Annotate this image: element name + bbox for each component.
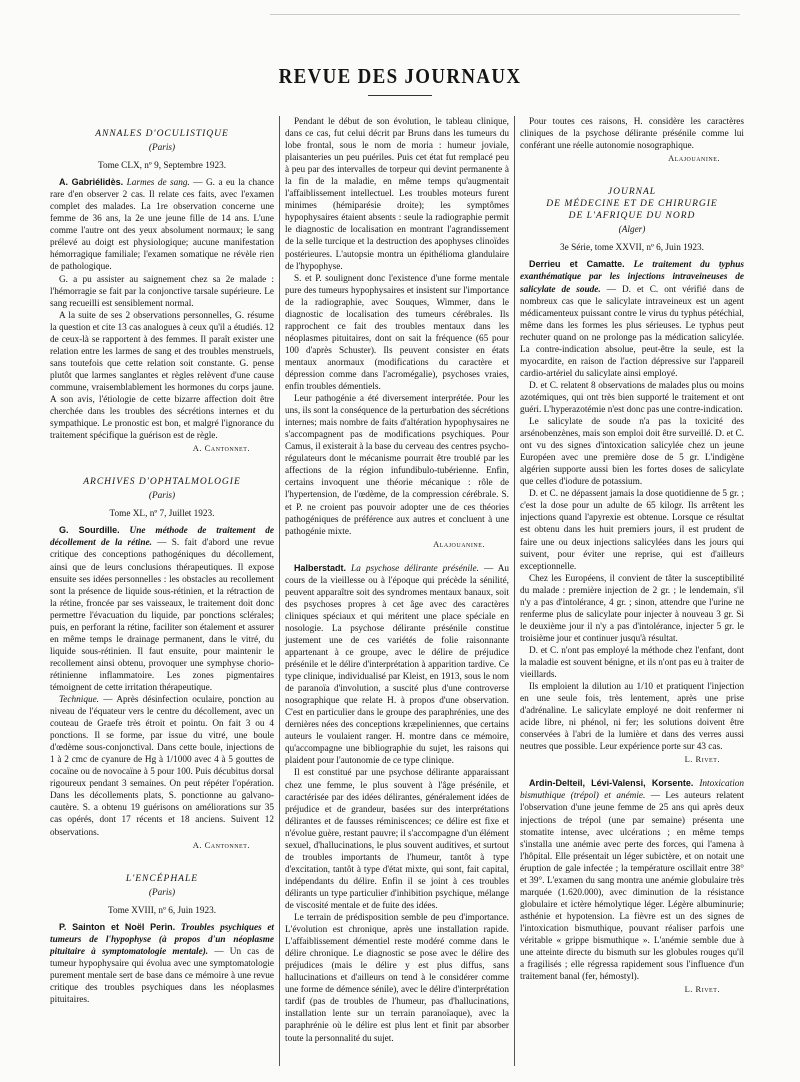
article [520,777,744,983]
column-right [520,116,744,995]
article-paragraph: Le terrain de prédisposition semble de peu d'importance. L'évolution est chronique, après une installation rapide. L'affaiblissement démentiel reste modéré comme dans le délire chronique. Le diagnostic se pose avec le délire des préjudices (mais le délire y est plus diffus, sans hallucinations et d'ailleurs on tend à le considérer comme une forme de démence sénile), avec le délire d'interprétation tardif (pas de troubles de l'humeur, pas d'hallucinations, installation lente sur un terrain paranoïaque), avec la paraphrénie où le délire est plus lent et finit par absorber toute la personnalité du sujet. [285,913,509,1044]
article-text: — Au cours de la vieillesse ou à l'époque qui précède la sénilité, peuvent apparaître soit des syndromes mentaux banaux, soit des psychoses propres à cet âge avec des caractères cliniques spéciaux et qui méritent une place spéciale en nosologie. La psychose délirante présénile constitue justement une de ces variétés de folie raisonnante appartenant à ce groupe, avec le délire de préjudice présénile et le délire d'interprétation à apparition tardive. Ce type clinique, individualisé par Kleist, en 1913, sous le nom de paranoïa d'involution, a suscité plus d'une controverse nosographique que relate H. à propos d'une observation. C'est en particulier dans le groupe des paraphrénies, une des dernières nées des conceptions kræpeliniennes, que certains auteurs le voulaient ranger. H. montre dans ce mémoire, qu'accompagne une bibliographie du sujet, les raisons qui plaident pour l'autonomie de ce type clinique. [285,563,510,767]
section-title: JOURNAL [607,187,657,198]
article-paragraph: Leur pathogénie a été diversement interprétée. Pour les uns, ils sont la conséquence de la perturbation des sécrétions internes; mais nombre de faits d'altération hypophysaires ne s'accompagnent pas de modifications psychiques. Pour Camus, il existerait à la base du cerveau des centres psycho-régulateurs dont le mécanisme pourrait être troublé par les affections de la région infundibulo-tubérienne. Enfin, certains invoquent une théorie mécanique : rôle de l'hypertension, de l'œdème, de la compression cérébrale. S. et P. ne croient pas pouvoir adopter une de ces théories pathogéniques de préférence aux autres et concluent à une pathogénie mixte. [285,394,509,537]
signature: L. Rivet. [684,754,720,765]
article-author: A. Gabriélidès. [59,177,124,188]
article-author: Ardin-Delteil, Lévi-Valensi, Korsente. [529,778,694,789]
article-paragraph: Chez les Européens, il convient de tâter la susceptibilité du malade : première injection de 2 gr. ; le lendemain, s'il n'y a pas d'intolérance, 4 gr. ; sinon, attendre que l'urine ne renferme plus de salicylate pour injecter à nouveau 3 gr. Si le deuxième jour il n'y a pas d'intolérance, injecter 5 gr. le troisième jour et continuer jusqu'à résultat. [520,573,744,644]
article-author: Halberstadt. [294,562,347,573]
article-paragraph: D. et C. ne dépassent jamais la dose quotidienne de 5 gr. ; c'est la dose pour un adulte de 65 kilogr. Ils arrêtent les injections quand l'apyrexie est obtenue. Lorsque ce résultat est obtenu dans les huit premiers jours, il est prudent de faire une ou deux injections salicylées dans les jours qui suivent, pour éviter une reprise, qui est d'ailleurs exceptionnelle. [520,489,744,572]
article [50,524,274,694]
signature: L. Rivet. [684,984,720,995]
page-title: REVUE DES JOURNAUX [278,64,522,88]
article-paragraph: G. a pu assister au saignement chez sa 2e malade : l'hémorragie se fait par la conjonctive tarsale supérieure. Le sang recueilli est sensiblement normal. [50,274,274,309]
article-title: Larmes de sang. [126,178,190,189]
article-paragraph: A la suite de ses 2 observations personnelles, G. résume la question et cite 13 cas analogues à ceux qu'il a étudiés. 12 de ceux-là se rapportent à des femmes. Il paraît exister une relation entre les larmes de sang et des troubles menstruels, sans toutefois que cette relation soit constante. G. pense plutôt que larmes sanglantes et règles relèvent d'une cause commune, vraisemblablement les hormones du corps jaune. A son avis, l'étiologie de cette bizarre affection doit être cherchée dans les troubles des sécrétions internes et du sympathique. Le pronostic est bon, et malgré l'ignorance du traitement spécifique la guérison est de règle. [50,310,274,442]
column-divider [279,116,280,1066]
issue-line: 3e Série, tome XXVII, nº 6, Juin 1923. [560,243,704,254]
section-place: (Paris) [148,491,176,502]
article-author: G. Sourdille. [59,525,120,536]
signature: A. Cantonnet. [192,443,250,454]
article-author: Derrieu et Camatte. [529,259,625,270]
article-paragraph: D. et C. n'ont pas employé la méthode chez l'enfant, dont la maladie est souvent bénigne, et ils n'ont pas eu à traiter de vieillards. [520,645,744,681]
signature: Alajouanine. [668,153,720,164]
article [50,921,274,1006]
section-place: (Paris) [148,143,176,154]
article-text: — G. a eu la chance rare d'en observer 2 cas. Il relate ces faits, avec l'examen complet des malades. La 1re observation concerne une femme de 36 ans, la 2e une jeune fille de 14 ans. L'une comme l'autre ont des yeux absolument normaux; le sang prélevé au doigt est physiologique; aucune manifestation hémorragique familiale; l'examen somatique ne révèle rien de pathologique. [50,178,275,273]
article-title: Intoxication bismuthique (trépol) et anémie. [520,779,745,802]
article [50,176,274,273]
column-divider [514,116,515,1066]
page-header-strip [270,14,740,21]
article-title: La psychose délirante présénile. [351,563,479,574]
article-text: — S. fait d'abord une revue critique des conceptions pathogéniques du décollement, ainsi que de leurs conclusions thérapeutiques. Il expose ensuite ses idées personnelles : les obstacles au recollement sont la présence de liquide sous-rétinien, et la rétraction de la rétine, froncée par ses vaisseaux, le traitement doit donc permettre l'évacuation du liquide, par ponctions sclérales; puis, en perforant la rétine, faciliter son étalement et assurer en même temps le drainage permanent, dans le vitré, du liquide sous-rétinien. Il faut ensuite, pour maintenir le recollement ainsi obtenu, provoquer une symphyse chorio-rétinienne inflammatoire. Les zones pigmentaires témoignent de cette irritation thérapeutique. [50,538,274,693]
section-title: ANNALES D'OCULISTIQUE [95,129,229,139]
section-title: DE L'AFRIQUE DU NORD [568,211,696,222]
article-title: Troubles psychiques et tumeurs de l'hypophyse (à propos d'un néoplasme pituitaire à symptomatologie mentale). [50,922,275,957]
issue-line: Tome XVIII, nº 6, Juin 1923. [107,905,217,916]
section-title: DE MÉDECINE ET DE CHIRURGIE [546,199,718,210]
article-paragraph: Il est constitué par une psychose délirante apparaissant chez une femme, le plus souvent à l'âge présénile, et caractérisée par des idées délirantes, généralement idées de préjudice et de grandeur, basées sur des interprétations délirantes et de fausses réminiscences; ce délire est fixe et n'évolue guère, restant pauvre; il s'accompagne d'un élément sexuel, d'hallucinations, le plus souvent auditives, et surtout de troubles importants de l'humeur, tantôt à type d'excitation, tantôt à type d'état mixte, qui sont, fait capital, indépendants du délire. Enfin il se joint à ces troubles délirants un type particulier d'inhibition psychique, mélange de viscosité mentale et de fuite des idées. [285,768,509,911]
section-place: (Paris) [148,887,176,898]
article-author: P. Sainton et Noël Perin. [59,921,176,932]
article [285,562,509,768]
article-text: — D. et C. ont vérifié dans de nombreux cas que le salicylate intraveineux est un agent médicamenteux puissant contre le virus du typhus pétéchial, même dans les formes les plus sérieuses. Le typhus peut rechuter quand on ne prolonge pas la médication salicylée. La contre-indication absolue, peut-être la seule, est la myocardite, en raison de l'action dépressive sur l'appareil cardio-artériel du salicylate ainsi employé. [520,284,745,379]
issue-line: Tome XL, nº 7, Juillet 1923. [109,509,215,520]
section-place: (Alger) [618,225,646,236]
article [520,258,744,379]
issue-line: Tome CLX, nº 9, Septembre 1923. [97,161,227,172]
article-text: — Un cas de tumeur hypophysaire qui évolua avec une symptomatologie purement mentale sert de base dans ce mémoire à une revue critique des troubles psychiques dans les néoplasmes pituitaires. [50,946,274,1006]
article-title: Le traitement du typhus exanthématique par les injections intraveineuses de salicylate de soude. [520,260,745,295]
article-title: Une méthode de traitement de décollement de la rétine. [50,526,274,549]
article-paragraph: Le salicylate de soude n'a pas la toxicité des arsénobenzènes, mais son emploi doit être surveillé. D. et C. ont vu des signes d'intoxication salicylée chez un jeune Européen avec une première dose de 5 gr. L'indigène algérien supporte aussi bien les fortes doses de salicylate que celles d'iodure de potassium. [520,417,744,488]
article-paragraph: Technique. — Après désinfection oculaire, ponction au niveau de l'équateur vers le centre du décollement, avec un couteau de Graefe très étroit et pointu. On fait 3 ou 4 ponctions. Il se forme, par issue du vitré, une boule d'œdème sous-conjonctival. Dans cette boule, injections de 1 à 2 cmc de cyanure de Hg à 1/1000 avec 4 à 5 gouttes de cocaïne ou de novocaïne à 5 pour 100. Puis décubitus dorsal rigoureux pendant 3 semaines. On peut répéter l'opération. Dans les décollements plats, S. ponctionne au galvano-cautère. S. a obtenu 19 guérisons on améliorations sur 35 cas opérés, dont 17 récents et 18 anciens. Suivent 12 observations. [50,695,274,838]
column-left [50,116,274,1006]
signature: A. Cantonnet. [192,839,250,850]
article-paragraph: Ils emploient la dilution au 1/10 et pratiquent l'injection en une seule fois, très lentement, après une prise d'adrénaline. Le salicylate employé ne doit renfermer ni acide libre, ni phénol, ni fer; les solutions doivent être conservées à l'abri de la lumière et dans des verres aussi neutres que possible. Leur expérience porte sur 43 cas. [520,682,744,753]
article-paragraph: S. et P. soulignent donc l'existence d'une forme mentale pure des tumeurs hypophysaires et insistent sur l'importance de la radiographie, avec Souques, Wimmer, dans le diagnostic de localisation des tumeurs cérébrales. Ils rapprochent ce fait des troubles mentaux dans les néoplasmes pituitaires, dont on sait la fréquence (65 pour 100 d'après Schuster). Ils peuvent consister en états mentaux anormaux (modifications du caractère et dépression comme dans l'acromégalie), psychoses vraies, enfin troubles démentiels. [285,273,509,393]
signature: Alajouanine. [433,538,485,549]
title-rule [368,95,432,96]
article-paragraph: Pour toutes ces raisons, H. considère les caractères cliniques de la psychose délirante présénile comme lui conférant une réelle autonomie nosographique. [520,117,744,152]
section-title: ARCHIVES D'OPHTALMOLOGIE [83,477,241,488]
article-text: — Les auteurs relatent l'observation d'une jeune femme de 25 ans qui après deux injections de trépol (une par semaine) présenta une stomatite intense, avec ulcérations ; en même temps s'installa une anémie avec perte des forces, qui l'amena à l'hôpital. Elle présentait un léger subictère, et on notait une éruption de gale infectée ; la température oscillait entre 38° et 39°. L'examen du sang montra une anémie globulaire très marquée (1.620.000), avec diminution de la résistance globulaire et ictère hémolytique léger. Légère albuminurie; asthénie et hypotension. La fièvre est un des signes de l'intoxication bismuthique, pouvant réaliser parfois une véritable « grippe bismuthique ». L'anémie semble due à une atteinte directe du bismuth sur les globules rouges qu'il a fragilisés ; elle régressa rapidement sous l'influence d'un traitement banal (fer, hémostyl). [520,791,744,983]
column-middle [285,116,509,1045]
article-paragraph: D. et C. relatent 8 observations de malades plus ou moins azotémiques, qui ont très bien supporté le traitement et ont guéri. L'hyperazotémie n'est donc pas une contre-indication. [520,380,744,415]
article-paragraph: Pendant le début de son évolution, le tableau clinique, dans ce cas, fut celui décrit par Bruns dans les tumeurs du lobe frontal, sous le nom de moria : humeur joviale, plaisanteries un peu puériles. Puis cet état fut remplacé peu à peu par des intervalles de torpeur qui devint permanente à la fin de la maladie, en même temps qu'augmentait l'affaiblissement intellectuel. Les troubles moteurs furent minimes (hémiparésie droite); les symptômes hypophysaires étaient absents : seule la radiographie permit le diagnostic de localisation en montrant l'agrandissement de la selle turcique et la destruction des apophyses clinoïdes postérieures. L'autopsie montra un épithélioma glandulaire de l'hypophyse. [285,117,509,272]
section-title: L'ENCÉPHALE [125,873,199,884]
subheading: Technique. [59,695,99,706]
